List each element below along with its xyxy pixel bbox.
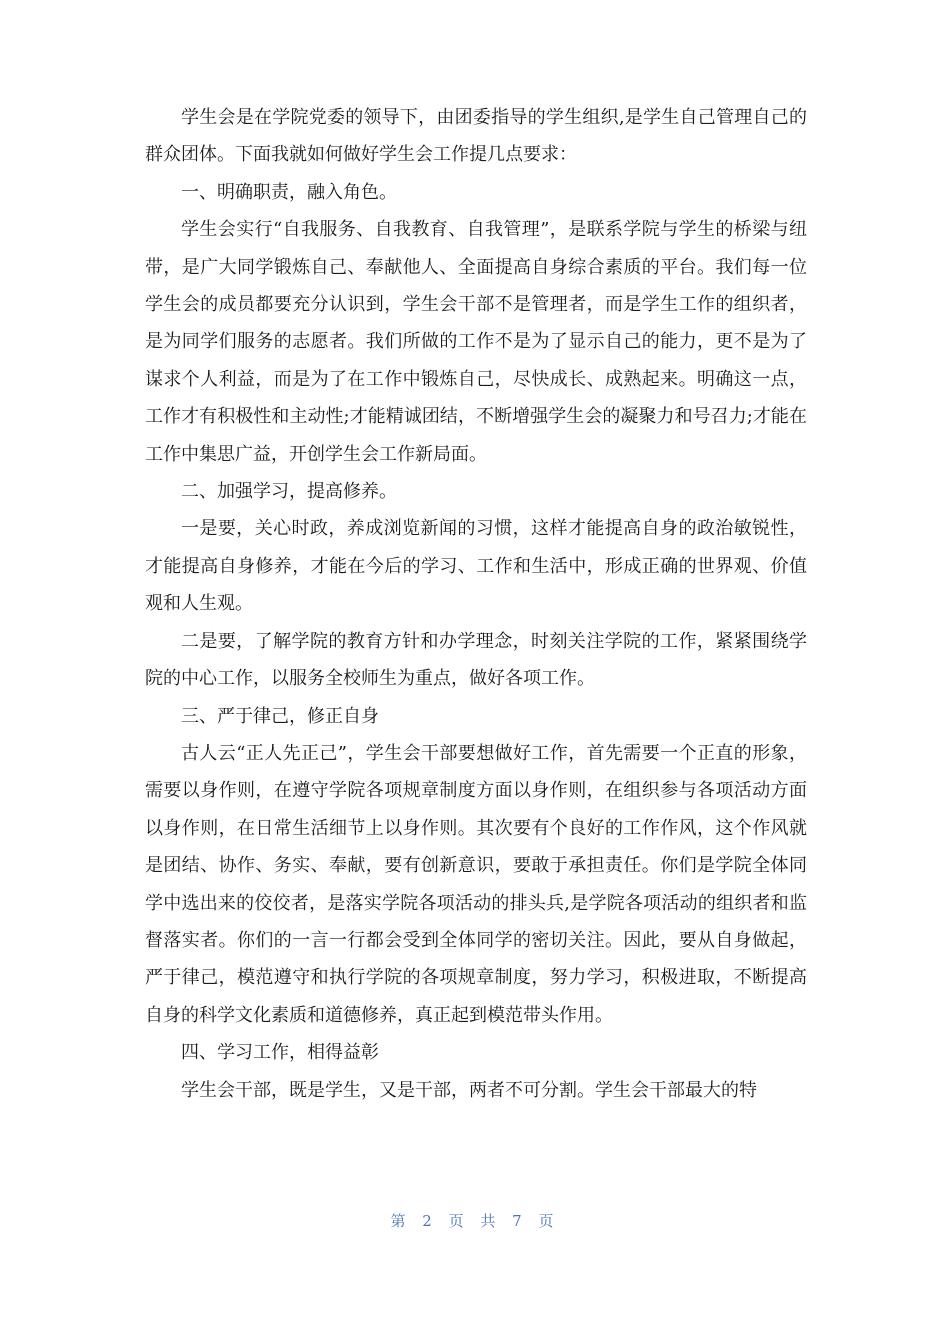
page-number-footer: 第 2 页 共 7 页 (390, 1212, 560, 1230)
paragraph-section-4: 学生会干部，既是学生，又是干部，两者不可分割。学生会干部最大的特 (181, 1079, 757, 1101)
paragraph-intro: 学生会是在学院党委的领导下，由团委指导的学生组织,是学生自己管理自己的群众团体。下面我就如何做好学生会工作提几点要求： (145, 107, 807, 166)
heading-section-4: 四、学习工作，相得益彰 (181, 1042, 379, 1064)
heading-section-3: 三、严于律己，修正自身 (181, 705, 379, 727)
paragraph-section-3: 古人云“正人先正己”，学生会干部要想做好工作，首先需要一个正直的形象，需要以身作则，在遵守学院各项规章制度方面以身作则，在组织参与各项活动方面以身作则，在日常生活细节上以身作则。其次要有个良好的工作作风，这个作风就是团结、协作、务实、奉献，要有创新意识，要敢于承担责任。你们是学院全体同学中选出来的佼佼者，是落实学院各项活动的排头兵,是学院各项活动的组织者和监督落实者。你们的一言一行都会受到全体同学的密切关注。因此，要从自身做起，严于律己，模范遵守和执行学院的各项规章制度，努力学习，积极进取，不断提高自身的科学文化素质和道德修养，真正起到模范带头作用。 (145, 742, 807, 1026)
heading-section-2: 二、加强学习，提高修养。 (181, 481, 397, 503)
paragraph-section-2-a: 一是要，关心时政，养成浏览新闻的习惯，这样才能提高自身的政治敏锐性，才能提高自身修养，才能在今后的学习、工作和生活中，形成正确的世界观、价值观和人生观。 (145, 518, 807, 615)
heading-section-1: 一、明确职责，融入角色。 (181, 181, 397, 203)
paragraph-section-2-b: 二是要，了解学院的教育方针和办学理念，时刻关注学院的工作，紧紧围绕学院的中心工作，以服务全校师生为重点，做好各项工作。 (145, 630, 807, 690)
document-body (145, 99, 807, 1109)
paragraph-section-1: 学生会实行“自我服务、自我教育、自我管理”，是联系学院与学生的桥梁与纽带，是广大同学锻炼自己、奉献他人、全面提高自身综合素质的平台。我们每一位学生会的成员都要充分认识到，学生会干部不是管理者，而是学生工作的组织者，是为同学们服务的志愿者。我们所做的工作不是为了显示自己的能力，更不是为了谋求个人利益，而是为了在工作中锻炼自己，尽快成长、成熟起来。明确这一点，工作才有积极性和主动性;才能精诚团结，不断增强学生会的凝聚力和号召力;才能在工作中集思广益，开创学生会工作新局面。 (145, 219, 807, 465)
